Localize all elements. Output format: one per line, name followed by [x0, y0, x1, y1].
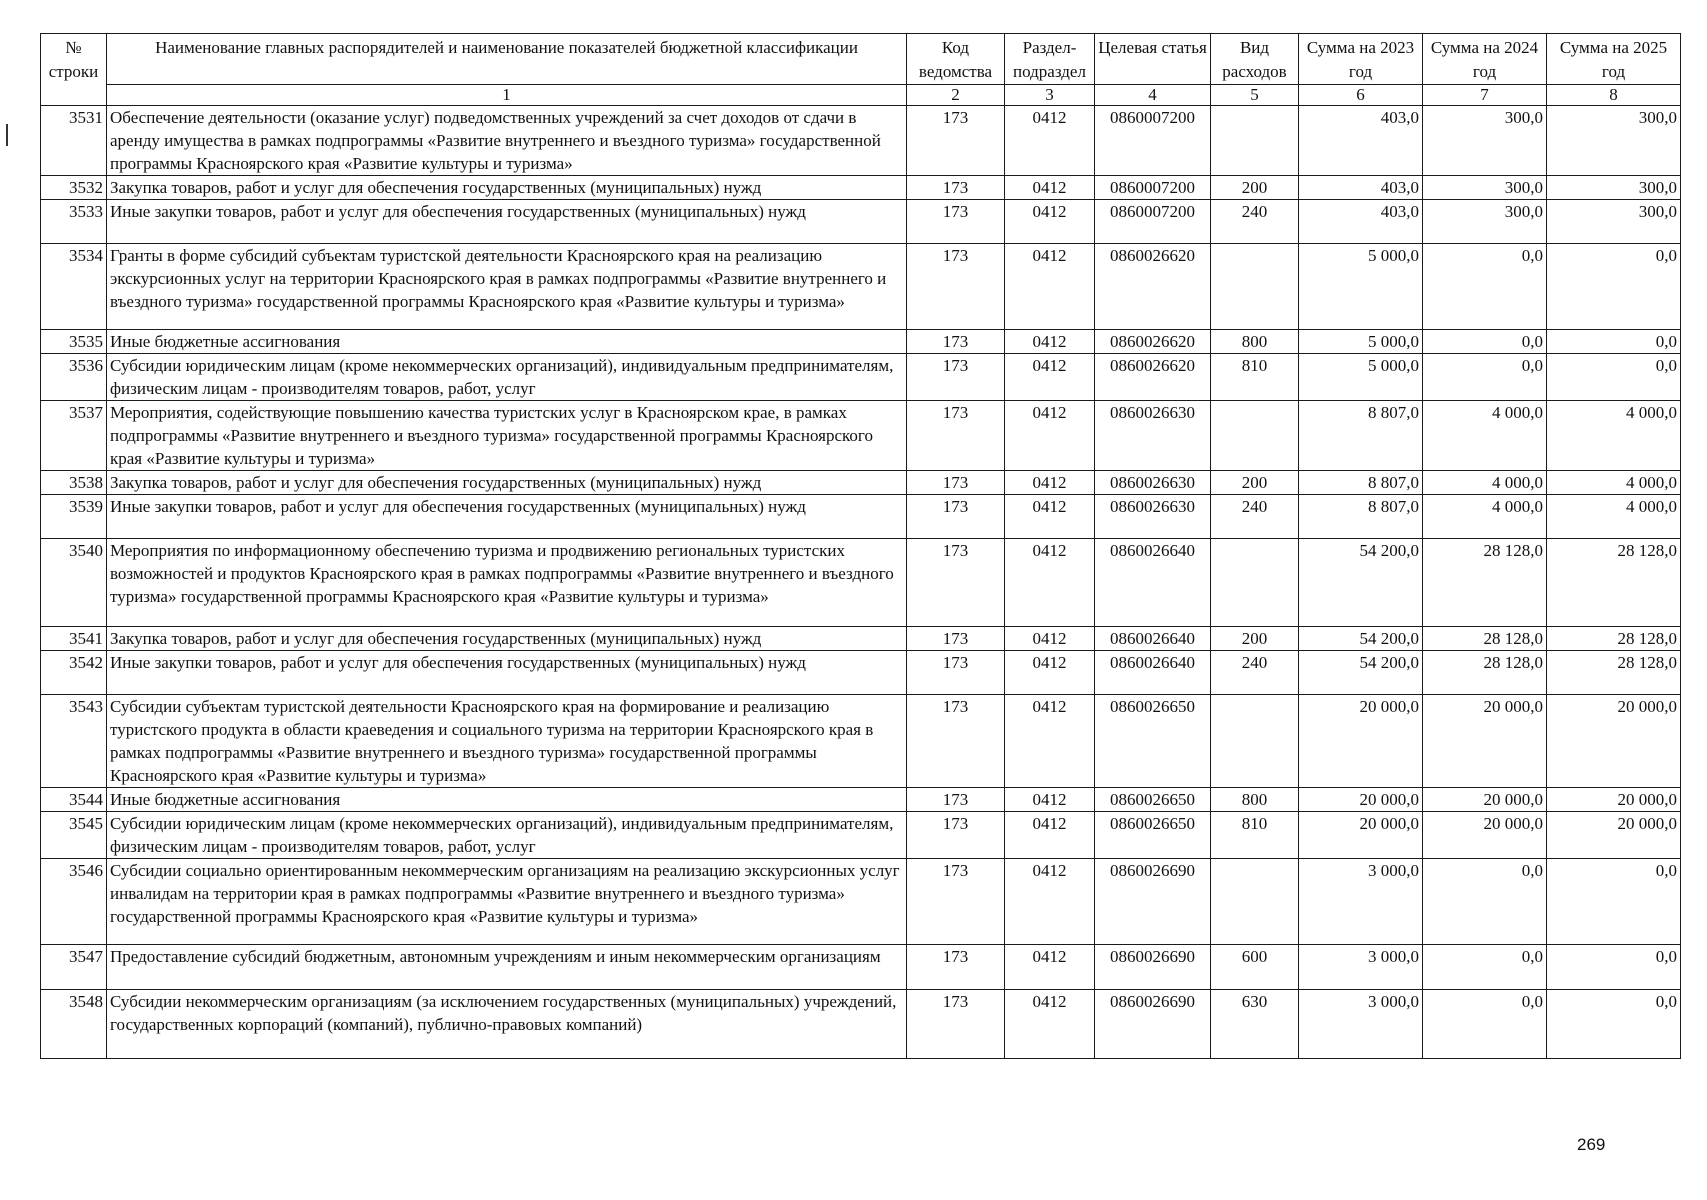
column-number-row	[41, 85, 1681, 106]
table-row	[41, 695, 1681, 788]
row-section-code: 0412	[1005, 627, 1095, 651]
row-number: 3542	[41, 651, 107, 695]
row-section-code: 0412	[1005, 788, 1095, 812]
row-sum-2023: 5 000,0	[1299, 244, 1423, 330]
colnum-5: 5	[1211, 85, 1299, 106]
colnum-7: 7	[1423, 85, 1547, 106]
margin-mark	[6, 124, 8, 146]
row-expense-type	[1211, 539, 1299, 627]
row-target-code: 0860026690	[1095, 945, 1211, 990]
row-expense-type: 630	[1211, 990, 1299, 1059]
row-sum-2025: 300,0	[1547, 106, 1681, 176]
row-section-code: 0412	[1005, 106, 1095, 176]
row-section-code: 0412	[1005, 695, 1095, 788]
row-name: Закупка товаров, работ и услуг для обеспечения государственных (муниципальных) нужд	[107, 471, 907, 495]
table-row	[41, 106, 1681, 176]
table-row	[41, 354, 1681, 401]
row-sum-2024: 0,0	[1423, 244, 1547, 330]
row-number: 3534	[41, 244, 107, 330]
header-name: Наименование главных распорядителей и наименование показателей бюджетной классификации	[107, 34, 907, 85]
row-sum-2025: 0,0	[1547, 990, 1681, 1059]
row-number: 3544	[41, 788, 107, 812]
row-dept-code: 173	[907, 695, 1005, 788]
row-sum-2024: 300,0	[1423, 200, 1547, 244]
row-sum-2023: 5 000,0	[1299, 354, 1423, 401]
row-section-code: 0412	[1005, 244, 1095, 330]
row-name: Мероприятия, содействующие повышению качества туристских услуг в Красноярском крае, в рамках подпрограммы «Развитие внутреннего и въездного туризма» государственной программы Красноярского края «Развитие культуры и туризма»	[107, 401, 907, 471]
row-dept-code: 173	[907, 539, 1005, 627]
row-sum-2024: 300,0	[1423, 176, 1547, 200]
row-target-code: 0860026690	[1095, 990, 1211, 1059]
row-sum-2025: 4 000,0	[1547, 471, 1681, 495]
row-sum-2024: 4 000,0	[1423, 471, 1547, 495]
row-sum-2023: 20 000,0	[1299, 788, 1423, 812]
row-number: 3532	[41, 176, 107, 200]
row-expense-type: 240	[1211, 651, 1299, 695]
row-name: Иные закупки товаров, работ и услуг для обеспечения государственных (муниципальных) нужд	[107, 200, 907, 244]
colnum-4: 4	[1095, 85, 1211, 106]
row-sum-2024: 28 128,0	[1423, 539, 1547, 627]
row-number: 3537	[41, 401, 107, 471]
row-target-code: 0860026650	[1095, 788, 1211, 812]
row-dept-code: 173	[907, 651, 1005, 695]
row-sum-2024: 28 128,0	[1423, 627, 1547, 651]
row-name: Субсидии юридическим лицам (кроме некоммерческих организаций), индивидуальным предпринимателям, физическим лицам - производителям товаров, работ, услуг	[107, 812, 907, 859]
row-target-code: 0860026650	[1095, 812, 1211, 859]
row-dept-code: 173	[907, 812, 1005, 859]
table-row	[41, 812, 1681, 859]
row-dept-code: 173	[907, 401, 1005, 471]
row-sum-2023: 20 000,0	[1299, 695, 1423, 788]
row-sum-2023: 3 000,0	[1299, 859, 1423, 945]
row-sum-2024: 4 000,0	[1423, 401, 1547, 471]
row-section-code: 0412	[1005, 539, 1095, 627]
row-sum-2025: 20 000,0	[1547, 788, 1681, 812]
header-section: Раздел-подраздел	[1005, 34, 1095, 85]
row-sum-2025: 0,0	[1547, 354, 1681, 401]
table-row	[41, 401, 1681, 471]
row-section-code: 0412	[1005, 859, 1095, 945]
row-name: Субсидии субъектам туристской деятельности Красноярского края на формирование и реализацию туристского продукта в области краеведения и социального туризма на территории Красноярского края в рамках подпрограммы «Развитие внутреннего и въездного туризма» государственной программы Красноярского края «Развитие культуры и туризма»	[107, 695, 907, 788]
row-number: 3539	[41, 495, 107, 539]
row-sum-2024: 300,0	[1423, 106, 1547, 176]
row-expense-type: 200	[1211, 471, 1299, 495]
colnum-2: 2	[907, 85, 1005, 106]
row-name: Субсидии социально ориентированным некоммерческим организациям на реализацию экскурсионных услуг инвалидам на территории края в рамках подпрограммы «Развитие внутреннего и въездного туризма» государственной программы Красноярского края «Развитие культуры и туризма»	[107, 859, 907, 945]
row-dept-code: 173	[907, 788, 1005, 812]
row-target-code: 0860026620	[1095, 244, 1211, 330]
row-target-code: 0860026650	[1095, 695, 1211, 788]
table-row	[41, 859, 1681, 945]
row-target-code: 0860026630	[1095, 401, 1211, 471]
row-target-code: 0860026690	[1095, 859, 1211, 945]
row-number: 3540	[41, 539, 107, 627]
row-sum-2023: 3 000,0	[1299, 990, 1423, 1059]
table-row	[41, 471, 1681, 495]
row-section-code: 0412	[1005, 990, 1095, 1059]
table-row	[41, 651, 1681, 695]
row-sum-2025: 0,0	[1547, 945, 1681, 990]
row-number: 3548	[41, 990, 107, 1059]
table-row	[41, 990, 1681, 1059]
row-dept-code: 173	[907, 990, 1005, 1059]
row-name: Гранты в форме субсидий субъектам туристской деятельности Красноярского края на реализацию экскурсионных услуг на территории Красноярского края в рамках подпрограммы «Развитие внутреннего и въездного туризма» государственной программы Красноярского края «Развитие культуры и туризма»	[107, 244, 907, 330]
row-target-code: 0860026630	[1095, 495, 1211, 539]
table-row	[41, 244, 1681, 330]
row-sum-2024: 0,0	[1423, 354, 1547, 401]
row-sum-2023: 403,0	[1299, 200, 1423, 244]
row-expense-type: 800	[1211, 330, 1299, 354]
row-name: Мероприятия по информационному обеспечению туризма и продвижению региональных туристских возможностей и продуктов Красноярского края в рамках подпрограммы «Развитие внутреннего и въездного туризма» государственной программы Красноярского края «Развитие культуры и туризма»	[107, 539, 907, 627]
row-sum-2023: 8 807,0	[1299, 495, 1423, 539]
row-name: Закупка товаров, работ и услуг для обеспечения государственных (муниципальных) нужд	[107, 176, 907, 200]
row-dept-code: 173	[907, 106, 1005, 176]
row-name: Субсидии юридическим лицам (кроме некоммерческих организаций), индивидуальным предпринимателям, физическим лицам - производителям товаров, работ, услуг	[107, 354, 907, 401]
header-target: Целевая статья	[1095, 34, 1211, 85]
row-expense-type	[1211, 244, 1299, 330]
row-number: 3541	[41, 627, 107, 651]
row-sum-2025: 0,0	[1547, 330, 1681, 354]
row-name: Субсидии некоммерческим организациям (за исключением государственных (муниципальных) учреждений, государственных корпораций (компаний), публично-правовых компаний)	[107, 990, 907, 1059]
row-target-code: 0860007200	[1095, 106, 1211, 176]
row-section-code: 0412	[1005, 471, 1095, 495]
row-number: 3533	[41, 200, 107, 244]
row-expense-type: 200	[1211, 176, 1299, 200]
row-expense-type	[1211, 695, 1299, 788]
row-sum-2025: 300,0	[1547, 176, 1681, 200]
table-body	[41, 106, 1681, 1059]
row-expense-type: 240	[1211, 495, 1299, 539]
row-dept-code: 173	[907, 330, 1005, 354]
row-target-code: 0860007200	[1095, 200, 1211, 244]
table-row	[41, 495, 1681, 539]
colnum-3: 3	[1005, 85, 1095, 106]
row-target-code: 0860026640	[1095, 651, 1211, 695]
row-section-code: 0412	[1005, 330, 1095, 354]
row-sum-2024: 0,0	[1423, 945, 1547, 990]
row-sum-2023: 5 000,0	[1299, 330, 1423, 354]
row-section-code: 0412	[1005, 812, 1095, 859]
row-target-code: 0860026620	[1095, 330, 1211, 354]
row-sum-2024: 0,0	[1423, 859, 1547, 945]
table-row	[41, 788, 1681, 812]
row-target-code: 0860026640	[1095, 627, 1211, 651]
row-sum-2023: 54 200,0	[1299, 539, 1423, 627]
header-2024: Сумма на 2024 год	[1423, 34, 1547, 85]
row-name: Предоставление субсидий бюджетным, автономным учреждениям и иным некоммерческим организациям	[107, 945, 907, 990]
row-section-code: 0412	[1005, 651, 1095, 695]
row-dept-code: 173	[907, 627, 1005, 651]
row-number: 3531	[41, 106, 107, 176]
row-number: 3536	[41, 354, 107, 401]
row-section-code: 0412	[1005, 354, 1095, 401]
table-row	[41, 539, 1681, 627]
row-expense-type: 240	[1211, 200, 1299, 244]
row-name: Обеспечение деятельности (оказание услуг) подведомственных учреждений за счет доходов от сдачи в аренду имущества в рамках подпрограммы «Развитие внутреннего и въездного туризма» государственной программы Красноярского края «Развитие культуры и туризма»	[107, 106, 907, 176]
header-dept: Код ведомства	[907, 34, 1005, 85]
row-number: 3538	[41, 471, 107, 495]
row-expense-type: 810	[1211, 354, 1299, 401]
row-dept-code: 173	[907, 859, 1005, 945]
row-sum-2025: 28 128,0	[1547, 539, 1681, 627]
row-number: 3546	[41, 859, 107, 945]
page-number: 269	[1577, 1135, 1606, 1154]
row-expense-type	[1211, 401, 1299, 471]
row-number: 3547	[41, 945, 107, 990]
table-row	[41, 627, 1681, 651]
colnum-6: 6	[1299, 85, 1423, 106]
row-target-code: 0860026620	[1095, 354, 1211, 401]
row-sum-2024: 4 000,0	[1423, 495, 1547, 539]
table-row	[41, 200, 1681, 244]
table-row	[41, 176, 1681, 200]
row-name: Иные закупки товаров, работ и услуг для обеспечения государственных (муниципальных) нужд	[107, 651, 907, 695]
colnum-8: 8	[1547, 85, 1681, 106]
row-sum-2024: 0,0	[1423, 990, 1547, 1059]
row-section-code: 0412	[1005, 200, 1095, 244]
row-sum-2025: 0,0	[1547, 859, 1681, 945]
row-number: 3535	[41, 330, 107, 354]
row-expense-type	[1211, 859, 1299, 945]
row-sum-2025: 20 000,0	[1547, 695, 1681, 788]
row-sum-2023: 20 000,0	[1299, 812, 1423, 859]
row-sum-2025: 300,0	[1547, 200, 1681, 244]
row-sum-2023: 403,0	[1299, 176, 1423, 200]
row-expense-type: 200	[1211, 627, 1299, 651]
row-name: Закупка товаров, работ и услуг для обеспечения государственных (муниципальных) нужд	[107, 627, 907, 651]
row-sum-2024: 0,0	[1423, 330, 1547, 354]
row-section-code: 0412	[1005, 495, 1095, 539]
budget-table	[40, 33, 1681, 1059]
colnum-1: 1	[107, 85, 907, 106]
row-section-code: 0412	[1005, 176, 1095, 200]
row-sum-2023: 54 200,0	[1299, 627, 1423, 651]
row-number: 3543	[41, 695, 107, 788]
row-expense-type	[1211, 106, 1299, 176]
row-sum-2025: 20 000,0	[1547, 812, 1681, 859]
table-header	[41, 34, 1681, 106]
row-dept-code: 173	[907, 200, 1005, 244]
row-sum-2023: 403,0	[1299, 106, 1423, 176]
row-name: Иные бюджетные ассигнования	[107, 330, 907, 354]
row-sum-2024: 20 000,0	[1423, 788, 1547, 812]
row-sum-2024: 20 000,0	[1423, 695, 1547, 788]
row-sum-2023: 8 807,0	[1299, 401, 1423, 471]
row-target-code: 0860026640	[1095, 539, 1211, 627]
row-dept-code: 173	[907, 244, 1005, 330]
row-dept-code: 173	[907, 945, 1005, 990]
row-dept-code: 173	[907, 354, 1005, 401]
table-row	[41, 945, 1681, 990]
row-sum-2025: 4 000,0	[1547, 401, 1681, 471]
row-expense-type: 600	[1211, 945, 1299, 990]
row-expense-type: 810	[1211, 812, 1299, 859]
row-sum-2025: 4 000,0	[1547, 495, 1681, 539]
row-section-code: 0412	[1005, 945, 1095, 990]
row-sum-2025: 28 128,0	[1547, 627, 1681, 651]
table-row	[41, 330, 1681, 354]
row-name: Иные бюджетные ассигнования	[107, 788, 907, 812]
row-sum-2024: 28 128,0	[1423, 651, 1547, 695]
row-sum-2025: 28 128,0	[1547, 651, 1681, 695]
row-dept-code: 173	[907, 495, 1005, 539]
row-dept-code: 173	[907, 471, 1005, 495]
row-number: 3545	[41, 812, 107, 859]
row-name: Иные закупки товаров, работ и услуг для обеспечения государственных (муниципальных) нужд	[107, 495, 907, 539]
header-rowno: № строки	[41, 34, 107, 106]
row-section-code: 0412	[1005, 401, 1095, 471]
header-2023: Сумма на 2023 год	[1299, 34, 1423, 85]
row-sum-2023: 3 000,0	[1299, 945, 1423, 990]
row-sum-2023: 8 807,0	[1299, 471, 1423, 495]
header-2025: Сумма на 2025 год	[1547, 34, 1681, 85]
row-sum-2023: 54 200,0	[1299, 651, 1423, 695]
row-sum-2024: 20 000,0	[1423, 812, 1547, 859]
row-sum-2025: 0,0	[1547, 244, 1681, 330]
row-dept-code: 173	[907, 176, 1005, 200]
row-target-code: 0860026630	[1095, 471, 1211, 495]
row-target-code: 0860007200	[1095, 176, 1211, 200]
header-row	[41, 34, 1681, 85]
header-type: Вид расходов	[1211, 34, 1299, 85]
row-expense-type: 800	[1211, 788, 1299, 812]
